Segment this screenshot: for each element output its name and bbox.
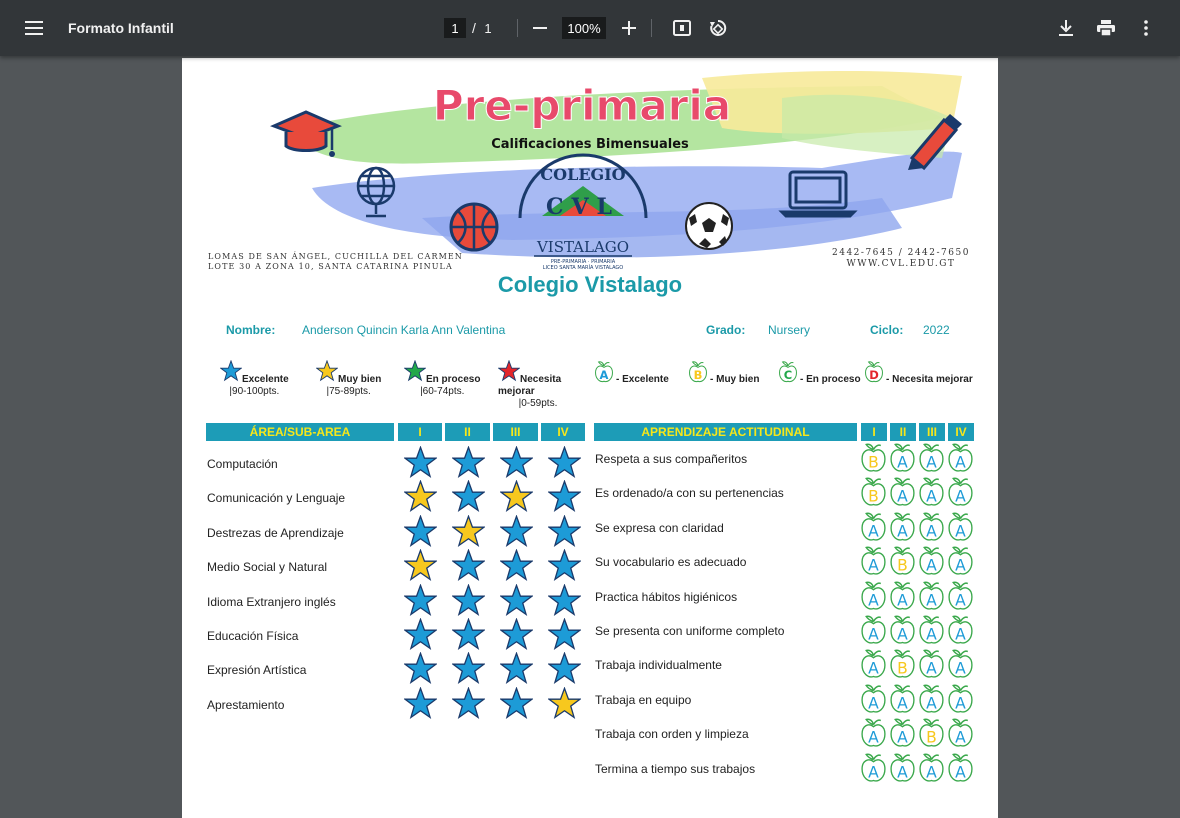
svg-text:A: A <box>897 625 908 644</box>
grade-star-icon <box>500 618 533 656</box>
grade-star-icon <box>500 549 533 587</box>
attitudinal-row-label: Trabaja con orden y limpieza <box>595 727 749 742</box>
menu-icon[interactable] <box>18 0 50 56</box>
legend-star-item <box>498 360 578 410</box>
grade-star-icon <box>500 480 533 518</box>
svg-text:A: A <box>868 728 879 747</box>
svg-text:A: A <box>926 487 937 506</box>
svg-text:PRE-PRIMARIA · PRIMARIA: PRE-PRIMARIA · PRIMARIA <box>550 259 616 265</box>
grade-apple-icon <box>860 683 887 720</box>
zoom-out-icon[interactable] <box>524 0 556 56</box>
legend-star-label: En proceso <box>426 374 481 385</box>
attitudinal-row-label: Trabaja en equipo <box>595 692 692 707</box>
grade-star-icon <box>548 515 581 553</box>
grade-star-icon <box>404 584 437 622</box>
svg-text:A: A <box>868 625 879 644</box>
area-row-label: Idioma Extranjero inglés <box>207 594 336 609</box>
print-icon[interactable] <box>1090 0 1122 56</box>
svg-text:A: A <box>955 694 966 713</box>
grade-apple-icon <box>918 717 945 754</box>
svg-text:A: A <box>926 556 937 575</box>
svg-text:A: A <box>868 522 879 541</box>
svg-text:A: A <box>926 762 937 781</box>
grade-apple-icon <box>918 752 945 789</box>
grade-star-icon <box>452 446 485 484</box>
svg-text:A: A <box>955 625 966 644</box>
svg-text:CVL: CVL <box>545 194 621 220</box>
grade-star-icon <box>452 584 485 622</box>
legend-letter-label: - En proceso <box>800 374 861 385</box>
legend-star-label: Necesita mejorar <box>498 374 562 397</box>
legend-star-item <box>404 360 480 398</box>
fit-page-icon[interactable] <box>666 0 698 56</box>
more-vert-icon[interactable] <box>1130 0 1162 56</box>
toolbar-divider <box>651 19 652 37</box>
svg-text:A: A <box>926 694 937 713</box>
grade-star-icon <box>548 446 581 484</box>
cycle-value: 2022 <box>923 323 950 337</box>
svg-text:LICEO SANTA MARÍA VISTALAGO: LICEO SANTA MARÍA VISTALAGO <box>542 265 624 271</box>
attitudinal-row-label: Respeta a sus compañeritos <box>595 452 748 466</box>
grade-star-icon <box>452 515 485 553</box>
phone-number: 2442-7645 / 2442-7650 <box>832 248 970 258</box>
address-line-1: LOMAS DE SAN ÁNGEL, CUCHILLA DEL CARMEN <box>208 252 463 261</box>
grade-apple-icon <box>889 683 916 720</box>
zoom-level-input[interactable]: 100% <box>562 17 606 39</box>
svg-text:A: A <box>897 694 908 713</box>
grade-star-icon <box>404 480 437 518</box>
area-row-label: Medio Social y Natural <box>207 560 328 575</box>
grade-apple-icon <box>860 580 887 617</box>
svg-text:A: A <box>868 659 879 678</box>
grade-apple-icon <box>947 545 974 582</box>
grade-star-icon <box>548 618 581 656</box>
svg-text:B: B <box>897 659 908 678</box>
svg-text:A: A <box>926 625 937 644</box>
grade-star-icon <box>452 687 485 725</box>
attitudinal-period-header: I <box>861 423 887 441</box>
document-title: Formato Infantil <box>68 20 174 36</box>
svg-text:A: A <box>955 728 966 747</box>
website: WWW.CVL.EDU.GT <box>846 259 956 269</box>
school-address <box>208 252 463 272</box>
star-icon <box>498 360 520 386</box>
grade-label: Grado: <box>706 323 746 337</box>
grade-star-icon <box>548 549 581 587</box>
grade-star-icon <box>548 480 581 518</box>
attitudinal-row-label: Practica hábitos higiénicos <box>595 589 738 604</box>
attitudinal-period-header: II <box>890 423 916 441</box>
star-icon <box>316 360 338 386</box>
banner-title: Pre-primaria <box>432 81 732 130</box>
grade-star-icon <box>500 446 533 484</box>
area-period-header: IV <box>541 423 585 441</box>
attitudinal-period-header: IV <box>948 423 974 441</box>
grade-apple-icon <box>947 683 974 720</box>
grade-apple-icon <box>889 717 916 754</box>
svg-text:A: A <box>897 487 908 506</box>
grade-apple-icon <box>947 717 974 754</box>
apple-letter-icon <box>594 360 614 388</box>
apple-letter-icon <box>688 360 708 388</box>
grade-apple-icon <box>918 648 945 685</box>
svg-text:B: B <box>868 453 879 472</box>
attitudinal-row-label: Es ordenado/a con su pertenencias <box>595 486 784 501</box>
area-header: ÁREA/SUB-AREA <box>206 423 394 441</box>
cycle-label: Ciclo: <box>870 323 904 337</box>
svg-text:A: A <box>926 590 937 609</box>
legend-star-label: Excelente <box>242 374 289 385</box>
attitudinal-header: APRENDIZAJE ACTITUDINAL <box>594 423 857 441</box>
grade-star-icon <box>404 515 437 553</box>
area-period-header: I <box>398 423 442 441</box>
toolbar-divider <box>517 19 518 37</box>
school-contact <box>832 248 970 270</box>
legend-letter-item <box>778 360 861 388</box>
grade-apple-icon <box>889 752 916 789</box>
svg-text:VISTALAGO: VISTALAGO <box>536 238 630 256</box>
grade-apple-icon <box>889 476 916 513</box>
svg-text:A: A <box>926 453 937 472</box>
grade-star-icon <box>548 584 581 622</box>
grade-apple-icon <box>860 442 887 479</box>
student-name: Anderson Quincin Karla Ann Valentina <box>302 323 506 337</box>
attitudinal-period-header: III <box>919 423 945 441</box>
svg-text:A: A <box>955 556 966 575</box>
grade-apple-icon <box>860 717 887 754</box>
attitudinal-row-label: Se expresa con claridad <box>595 520 724 535</box>
legend-letter-label: - Muy bien <box>710 374 760 385</box>
grade-star-icon <box>404 687 437 725</box>
area-row-label: Destrezas de Aprendizaje <box>207 525 344 540</box>
grade-apple-icon <box>889 580 916 617</box>
download-icon[interactable] <box>1050 0 1082 56</box>
grade-apple-icon <box>860 752 887 789</box>
attitudinal-row-label: Su vocabulario es adecuado <box>595 555 747 570</box>
legend-letter-item <box>688 360 759 388</box>
svg-text:A: A <box>926 522 937 541</box>
legend-star-item <box>316 360 381 398</box>
grade-apple-icon <box>947 442 974 479</box>
grade-star-icon <box>548 652 581 690</box>
legend-star-label: Muy bien <box>338 374 382 385</box>
grade-apple-icon <box>918 545 945 582</box>
area-row-label: Aprestamiento <box>207 697 285 712</box>
grade-apple-icon <box>947 476 974 513</box>
grade-star-icon <box>404 446 437 484</box>
star-icon <box>404 360 426 386</box>
grade-star-icon <box>452 618 485 656</box>
svg-text:A: A <box>868 694 879 713</box>
svg-text:A: A <box>897 728 908 747</box>
svg-text:A: A <box>955 659 966 678</box>
grade-star-icon <box>500 584 533 622</box>
page-total: 1 <box>484 20 492 36</box>
grade-apple-icon <box>860 476 887 513</box>
header-banner <box>182 58 998 273</box>
page-number-input[interactable]: 1 <box>444 18 466 38</box>
svg-text:B: B <box>926 728 937 747</box>
grade-apple-icon <box>918 614 945 651</box>
grade-star-icon <box>404 549 437 587</box>
grade-apple-icon <box>918 511 945 548</box>
grade-star-icon <box>452 652 485 690</box>
apple-letter-icon <box>864 360 884 388</box>
svg-text:A: A <box>955 522 966 541</box>
grade-star-icon <box>404 652 437 690</box>
grade-apple-icon <box>947 580 974 617</box>
legend-star-range: |90-100pts. <box>229 386 280 397</box>
grade-apple-icon <box>860 511 887 548</box>
grade-apple-icon <box>889 648 916 685</box>
legend-letter-label: - Excelente <box>616 374 669 385</box>
legend-letter-item <box>594 360 669 388</box>
grade-apple-icon <box>947 614 974 651</box>
grade-apple-icon <box>889 545 916 582</box>
svg-text:A: A <box>955 453 966 472</box>
svg-text:D: D <box>869 367 879 382</box>
svg-text:A: A <box>955 487 966 506</box>
svg-text:A: A <box>599 367 609 382</box>
grade-star-icon <box>500 652 533 690</box>
svg-text:A: A <box>897 522 908 541</box>
legend-star-item <box>220 360 289 398</box>
grade-apple-icon <box>918 580 945 617</box>
legend-letter-label: - Necesita mejorar <box>886 374 973 385</box>
svg-text:C: C <box>783 367 793 382</box>
soccer-ball-icon <box>686 203 732 249</box>
svg-text:A: A <box>897 590 908 609</box>
svg-text:A: A <box>955 762 966 781</box>
address-line-2: LOTE 30 A ZONA 10, SANTA CATARINA PINULA <box>208 262 453 271</box>
attitudinal-row-label: Trabaja individualmente <box>595 658 722 673</box>
svg-text:A: A <box>868 762 879 781</box>
legend-star-range: |60-74pts. <box>420 386 465 397</box>
svg-text:B: B <box>868 487 879 506</box>
grade-apple-icon <box>860 648 887 685</box>
grade-apple-icon <box>918 683 945 720</box>
legend-letter-item <box>864 360 973 388</box>
area-row-label: Comunicación y Lenguaje <box>207 491 346 506</box>
grade-apple-icon <box>889 442 916 479</box>
svg-text:A: A <box>868 590 879 609</box>
pdf-page <box>182 58 998 818</box>
attitudinal-row-label: Termina a tiempo sus trabajos <box>595 761 756 776</box>
svg-text:A: A <box>926 659 937 678</box>
grade-apple-icon <box>860 614 887 651</box>
grade-apple-icon <box>918 476 945 513</box>
svg-text:A: A <box>897 762 908 781</box>
legend-star-range: |75-89pts. <box>326 386 371 397</box>
grade-star-icon <box>452 480 485 518</box>
grade-apple-icon <box>947 648 974 685</box>
grade-star-icon <box>548 687 581 725</box>
pdf-toolbar <box>0 0 1180 56</box>
apple-letter-icon <box>778 360 798 388</box>
zoom-in-icon[interactable] <box>613 0 645 56</box>
area-period-header: II <box>445 423 490 441</box>
grade-star-icon <box>500 687 533 725</box>
student-name-label: Nombre: <box>226 323 276 337</box>
grade-apple-icon <box>889 614 916 651</box>
grade-apple-icon <box>947 511 974 548</box>
svg-text:A: A <box>897 453 908 472</box>
grade-apple-icon <box>860 545 887 582</box>
grade-star-icon <box>500 515 533 553</box>
grade-star-icon <box>404 618 437 656</box>
svg-text:COLEGIO: COLEGIO <box>540 165 626 184</box>
svg-text:A: A <box>868 556 879 575</box>
basketball-icon <box>451 204 497 250</box>
area-period-header: III <box>493 423 538 441</box>
rotate-icon[interactable] <box>702 0 734 56</box>
grade-value: Nursery <box>768 323 811 337</box>
legend-star-range: |0-59pts. <box>518 398 558 409</box>
svg-text:A: A <box>955 590 966 609</box>
banner-subtitle: Calificaciones Bimensuales <box>491 137 689 152</box>
attitudinal-row-label: Se presenta con uniforme completo <box>595 624 785 638</box>
area-row-label: Educación Física <box>207 629 299 643</box>
grade-apple-icon <box>947 752 974 789</box>
grade-apple-icon <box>918 442 945 479</box>
page-separator: / <box>472 20 476 36</box>
star-icon <box>220 360 242 386</box>
grade-star-icon <box>452 549 485 587</box>
school-name: Colegio Vistalago <box>497 272 683 297</box>
grade-apple-icon <box>889 511 916 548</box>
area-row-label: Expresión Artística <box>207 663 307 678</box>
svg-text:B: B <box>693 367 703 382</box>
area-row-label: Computación <box>207 457 278 471</box>
svg-text:B: B <box>897 556 908 575</box>
